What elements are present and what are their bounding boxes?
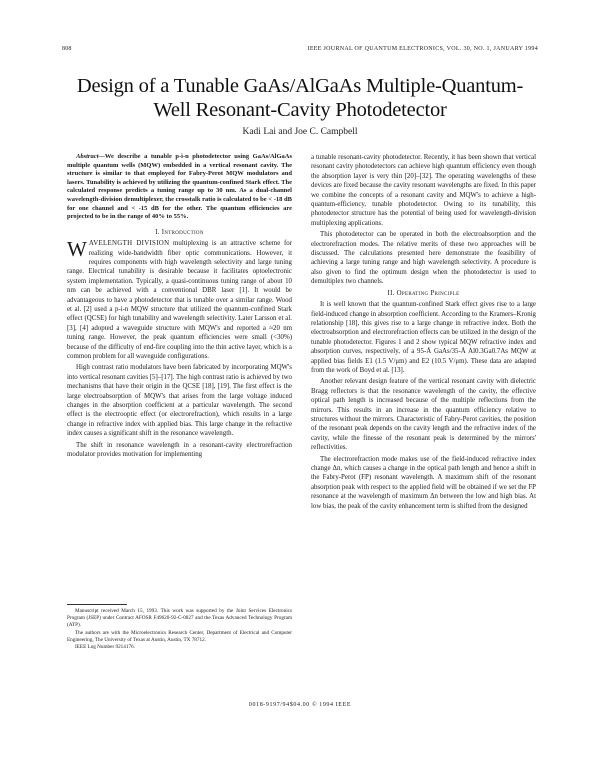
- footnote-affiliation: The authors are with the Microelectronics Research Center, Department of Electrical and Computer Engineering, The University of Texas at Austin, Austin, TX 78712.: [67, 629, 292, 643]
- intro-lead: AVELENGTH DIVISION: [88, 240, 170, 248]
- page-number: 808: [62, 46, 72, 52]
- section-heading-operating-principle: II. Operating Principle: [387, 289, 460, 297]
- paper-title: Design of a Tunable GaAs/AlGaAs Multiple-Quantum-Well Resonant-Cavity Photodetector: [76, 75, 524, 121]
- right-paragraph-2: This photodetector can be operated in both the electroabsorption and the electrorefraction modes. The relative merits of these two approaches will be discussed. The calculations presented here demonstrate the feasibility of achieving a large tuning range and high wavelength selectivity. A procedure is also given to find the optimum design when the photodetector is used to demultiplex two channels.: [311, 231, 536, 286]
- paper-authors: Kadi Lai and Joe C. Campbell: [242, 127, 358, 137]
- intro-paragraph-2: High contrast ratio modulators have been fabricated by incorporating MQW's into vertical resonant cavities [5]–[17]. The high contrast ratio is achieved by two mechanisms that have their origin in the QCSE [18], [19]. The first effect is the large electroabsorption of MQW's that arises from the large voltage induced changes in the absorption coefficient at a particular wavelength. The second effect is the electrooptic effect (or electrorefraction), which results in a large change in refractive index with applied bias. This large change in the refractive index causes a significant shift in the resonance wavelength.: [67, 364, 292, 438]
- abstract-label: Abstract—: [76, 153, 105, 160]
- intro-text-1: multiplexing is an attractive scheme for realizing wide-bandwidth fiber optic communications. However, it requires components with high wavelength selectivity and large tuning range. Electrical tunability is desirable because it facilitates optoelectronic system implementation. Typically, a quasi-continuous tuning range of about 10 nm can be achieved with a conventional DBR laser [1]. It would be advantageous to have a photodetector that is tunable over a similar range. Wood et al. [2] used a p-i-n MQW structure that utilized the quantum-confined Stark effect (QCSE) for high tunability and wavelength selectivity. Later Larsson et al. [3], [4] adopted a waveguide structure with MQW's and reported a ≈20 nm tuning range. However, the peak quantum efficiencies were small (<30%) because of the difficulty of end-fire coupling into the thin active layer, which is a common problem for all waveguide configurations.: [67, 240, 292, 361]
- right-paragraph-4: Another relevant design feature of the vertical resonant cavity with dielectric Bragg reflectors is that the resonance wavelength of the cavity, the effective optical path length is increased because of the multiple reflections from the mirrors. This results in an increase in the quantum efficiency relative to structures without the mirrors. Characteristic of Fabry-Perot cavities, the position of the resonant peak depends on the cavity length and the refractive index of the cavity, while the finesse of the resonant peak is determined by the mirrors' reflectivities.: [311, 378, 536, 452]
- footnote-log-number: IEEE Log Number 9214176.: [75, 644, 135, 651]
- footnote-manuscript: Manuscript received March 15, 1993. This work was supported by the Joint Services Electronics Program (JSEP) under Contract AFOSR F49620-92-C-0027 and the Texas Advanced Technology Program (ATP).: [67, 608, 292, 629]
- footnote-rule: [67, 604, 127, 605]
- right-paragraph-3: It is well known that the quantum-confined Stark effect gives rise to a large field-induced change in absorption coefficient. According to the Kramers–Kronig relationship [18], this gives rise to a large change in refractive index. Both the electroabsorption and electrorefraction effects can be utilized in the design of the tunable photodetector. Figures 1 and 2 show typical MQW refractive index and absorption curves, respectively, of a 95-Å GaAs/35-Å Al0.3Ga0.7As MQW at applied bias fields E1 (1.5 V/μm) and E2 (10.5 V/μm). These data are adapted from the work of Boyd et al. [13].: [311, 301, 536, 374]
- running-header: IEEE JOURNAL OF QUANTUM ELECTRONICS, VOL. 30, NO. 1, JANUARY 1994: [307, 46, 538, 52]
- drop-cap: W: [67, 237, 87, 262]
- intro-paragraph-1: [67, 239, 292, 361]
- section-heading-introduction: I. Introduction: [155, 228, 204, 236]
- footnotes: [67, 608, 292, 651]
- copyright-line: 0018-9197/94$04.00 © 1994 IEEE: [248, 702, 352, 708]
- right-column: [311, 153, 536, 513]
- right-paragraph-5: The electrorefraction mode makes use of the field-induced refractive index change Δn, which causes a change in the optical path length and hence a shift in the Fabry-Perot (FP) resonant wavelength. A maximum shift of the resonant absorption peak with respect to the applied field will be obtained if we set the FP resonance at the wavelength of maximum Δn between the low and high bias. At low bias, the peak of the cavity enhancement term is shifted from the designed: [311, 455, 536, 510]
- intro-paragraph-3: The shift in resonance wavelength in a resonant-cavity electrorefraction modulator provides motivation for implementing: [67, 441, 292, 459]
- abstract-text: We describe a tunable p-i-n photodetector using GaAs/AlGaAs multiple quantum wells (MQW) embedded in a vertical resonant cavity. The structure is similar to that employed for Fabry-Perot MQW modulators and lasers. Tunability is achieved by utilizing the quantum-confined Stark effect. The calculated response predicts a tuning range up to 30 nm. As a dual-channel wavelength-division demultiplexer, the crosstalk ratio is calculated to be < -18 dB for one channel and < -15 dB for the other. The quantum efficiencies are projected to be in the range of 40% to 55%.: [67, 153, 292, 221]
- left-column: [67, 153, 292, 462]
- right-paragraph-1: a tunable resonant-cavity photodetector. Recently, it has been shown that vertical resonant cavity photodetectors can achieve high quantum efficiency even though the absorption layer is very thin [20]–[32]. The operating wavelengths of these devices are fixed because the cavity resonant wavelengths are fixed. In this paper we combine the concepts of a resonant cavity and MQW's to achieve a high-quantum-efficiency, tunable photodetector. Owing to its tunability, this photodetector structure has the potential of being used for wavelength-division multiplexing applications.: [311, 154, 536, 227]
- abstract: [67, 153, 292, 222]
